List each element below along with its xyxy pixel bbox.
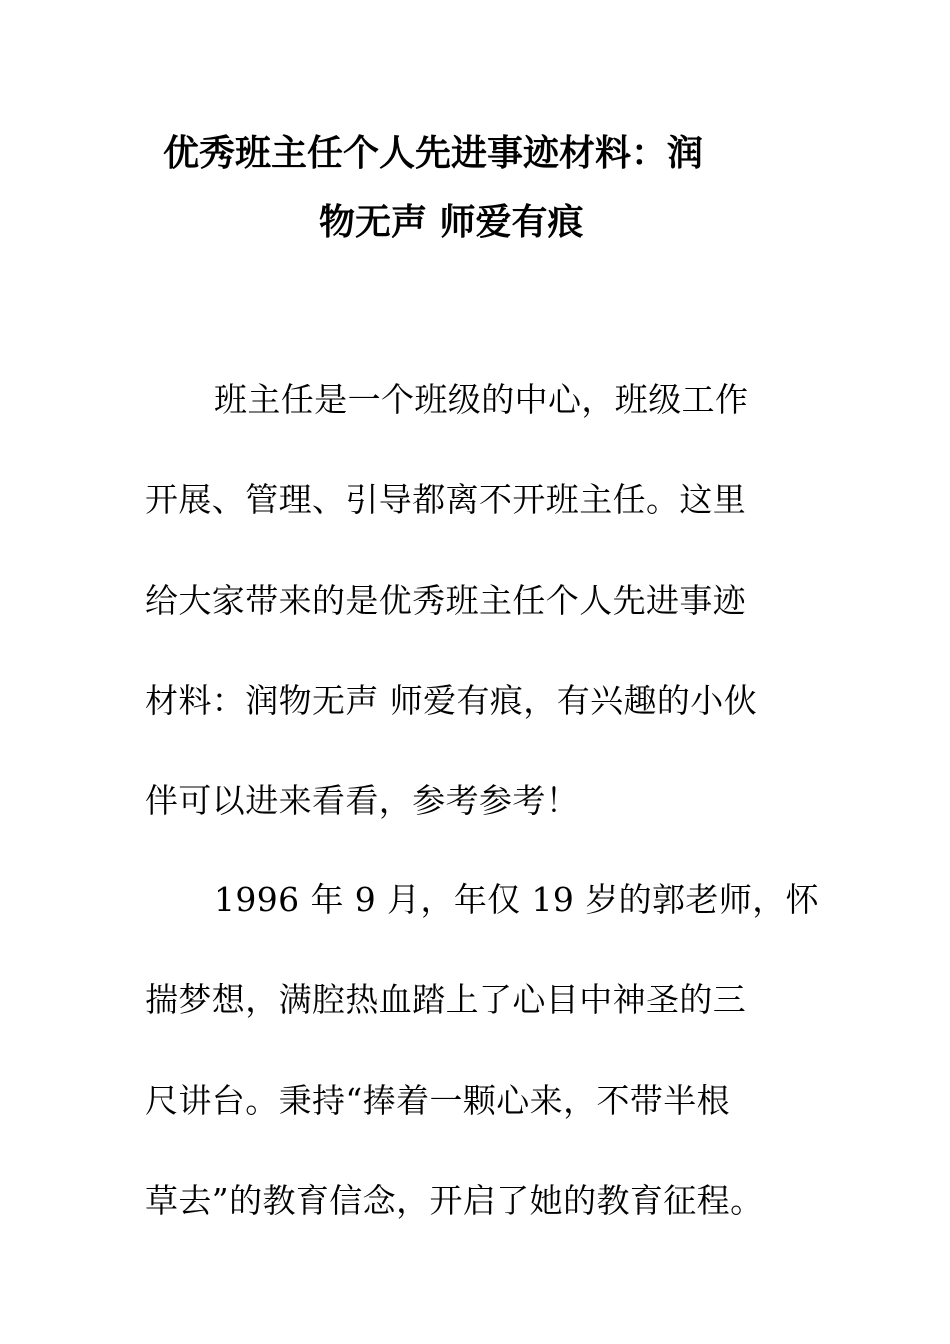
document-title-line-2: 物无声 师爱有痕 bbox=[319, 202, 584, 243]
paragraph-2-line-1: 1996 年 9 月，年仅 19 岁的郭老师，怀 bbox=[214, 880, 820, 919]
paragraph-1-line-2: 开展、管理、引导都离不开班主任。这里 bbox=[145, 480, 747, 519]
paragraph-1-line-5: 伴可以进来看看，参考参考！ bbox=[145, 781, 580, 820]
paragraph-2-line-3: 尺讲台。秉持“捧着一颗心来，不带半根 bbox=[145, 1081, 731, 1120]
paragraph-2-line-4: 草去”的教育信念，开启了她的教育征程。 bbox=[145, 1181, 764, 1220]
paragraph-1-line-1: 班主任是一个班级的中心，班级工作 bbox=[214, 380, 749, 419]
paragraph-1-line-3: 给大家带来的是优秀班主任个人先进事迹 bbox=[145, 581, 747, 620]
paragraph-2-line-2: 揣梦想，满腔热血踏上了心目中神圣的三 bbox=[145, 980, 747, 1019]
paragraph-1-line-4: 材料：润物无声 师爱有痕，有兴趣的小伙 bbox=[145, 681, 758, 720]
document-title-line-1: 优秀班主任个人先进事迹材料：润 bbox=[163, 133, 704, 174]
